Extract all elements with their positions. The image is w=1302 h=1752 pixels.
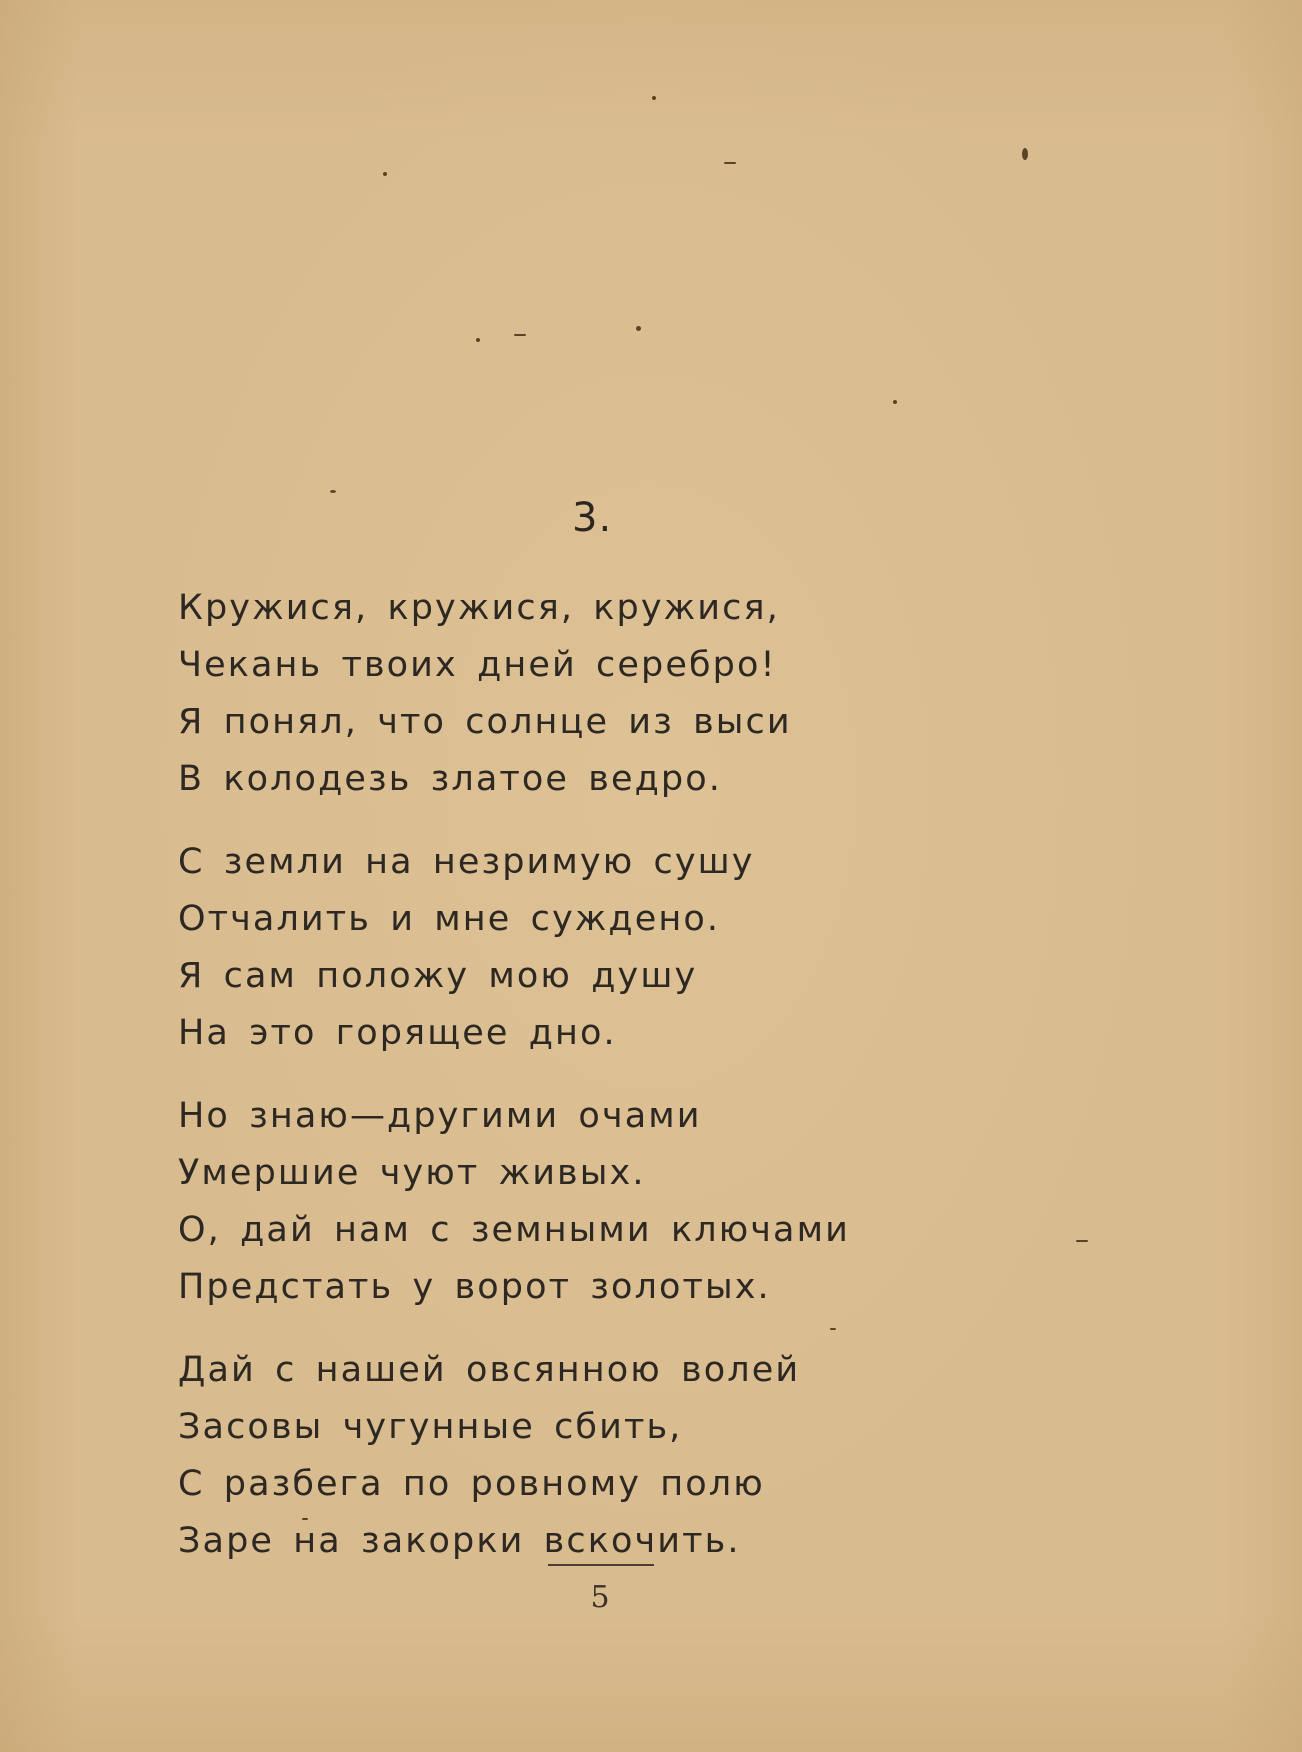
paper-speck [514, 334, 526, 336]
paper-speck [652, 96, 656, 100]
paper-speck [636, 326, 641, 331]
page-number: 5 [590, 1580, 610, 1615]
poem-line: Я сам положу мою душу [178, 956, 698, 996]
poem-number: 3. [572, 495, 613, 541]
poem-line: В колодезь златое ведро. [178, 759, 722, 799]
paper-speck [383, 172, 387, 176]
poem-line: Засовы чугунные сбить, [178, 1407, 683, 1447]
poem-line: Но знаю—другими очами [178, 1096, 702, 1136]
paper-speck [476, 338, 480, 342]
poem-line: Заре на закорки вскочить. [178, 1521, 741, 1561]
reverse-side-bleed-through [400, 200, 1100, 480]
paper-speck [1022, 148, 1028, 160]
poem-line: Предстать у ворот золотых. [178, 1267, 771, 1307]
paper-speck [330, 490, 336, 493]
stanza-3 [178, 1088, 1178, 1316]
paper-speck [893, 400, 897, 404]
paper-speck [724, 162, 736, 164]
poem-line: Дай с нашей овсянною волей [178, 1350, 801, 1390]
stanza-4 [178, 1342, 1178, 1570]
poem-line: Я понял, что солнце из выси [178, 702, 792, 742]
footer-divider [548, 1564, 654, 1566]
stanza-1 [178, 580, 1178, 808]
poem-line: С разбега по ровному полю [178, 1464, 765, 1504]
poem-line: С земли на незримую сушу [178, 842, 755, 882]
poem-line: О, дай нам с земными ключами [178, 1210, 850, 1250]
poem-line: Кружися, кружися, кружися, [178, 588, 780, 628]
poem-line: Отчалить и мне суждено. [178, 899, 721, 939]
poem-body [178, 580, 1178, 1570]
stanza-2 [178, 834, 1178, 1062]
poem-line: Чекань твоих дней серебро! [178, 645, 777, 685]
poem-line: На это горящее дно. [178, 1013, 617, 1053]
poem-line: Умершие чуют живых. [178, 1153, 646, 1193]
